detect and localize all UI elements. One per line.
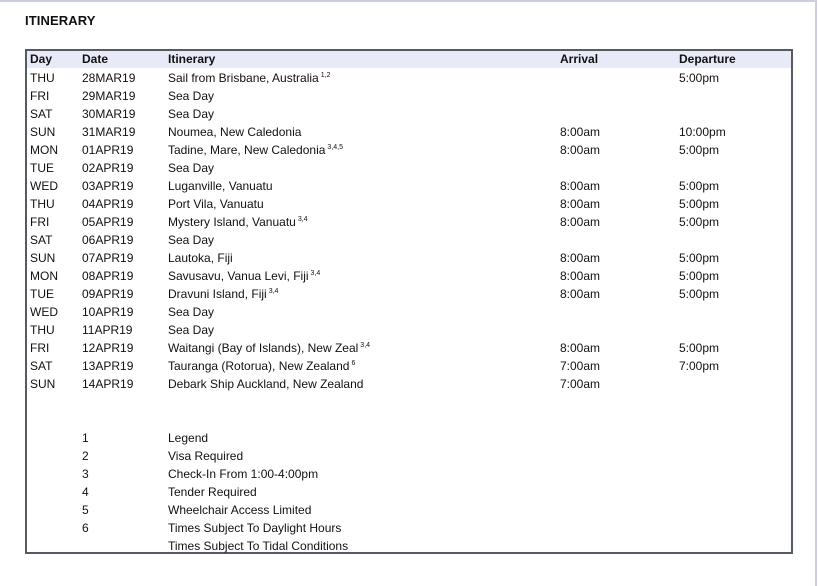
- cell-date: [82, 285, 133, 303]
- cell-departure: [679, 249, 719, 267]
- cell-date-text: 12APR19: [82, 341, 134, 355]
- cell-day: [30, 339, 49, 357]
- cell-itinerary-text: Savusavu, Vanua Levi, Fiji: [168, 269, 309, 283]
- cell-departure: [679, 357, 719, 375]
- table-row: [27, 87, 791, 105]
- cell-departure-text: 5:00pm: [679, 143, 720, 157]
- table-row: [27, 177, 791, 195]
- cell-departure-text: 5:00pm: [679, 341, 720, 355]
- cell-day-text: FRI: [30, 215, 50, 229]
- header-date: Date: [82, 52, 109, 66]
- table-row: [27, 303, 791, 321]
- cell-itinerary: [168, 321, 216, 339]
- footnote-marker: 3,4: [297, 216, 308, 223]
- cell-day-text: MON: [30, 269, 58, 283]
- header-arrival: Arrival: [560, 52, 599, 66]
- cell-itinerary-text: Luganville, Vanuatu: [168, 179, 273, 193]
- cell-date-text: 14APR19: [82, 377, 134, 391]
- cell-itinerary-text: Mystery Island, Vanuatu: [168, 215, 296, 229]
- cell-departure-text: 5:00pm: [679, 179, 720, 193]
- table-row: [27, 213, 791, 231]
- cell-date: [82, 123, 135, 141]
- cell-date-text: 11APR19: [82, 323, 133, 337]
- cell-itinerary: [168, 303, 216, 321]
- cell-itinerary-text: Sea Day: [168, 233, 215, 247]
- legend-label: Legend: [168, 431, 209, 445]
- cell-itinerary-text: Sea Day: [168, 161, 215, 175]
- cell-itinerary: [168, 177, 275, 195]
- cell-itinerary: [168, 339, 370, 357]
- cell-itinerary-text: Port Vila, Vanuatu: [168, 197, 264, 211]
- cell-arrival-text: 8:00am: [560, 341, 601, 355]
- cell-date: [82, 231, 133, 249]
- cell-day: [30, 141, 58, 159]
- table-row: [27, 159, 791, 177]
- cell-departure: [679, 123, 726, 141]
- cell-departure: [679, 267, 719, 285]
- cell-day: [30, 213, 49, 231]
- cell-arrival: [560, 339, 600, 357]
- table-header: [27, 51, 791, 68]
- cell-departure-text: 5:00pm: [679, 71, 720, 85]
- footnote-marker: 1,2: [320, 72, 331, 79]
- cell-departure: [679, 177, 719, 195]
- cell-day: [30, 303, 58, 321]
- cell-itinerary: [168, 231, 216, 249]
- cell-itinerary-text: Noumea, New Caledonia: [168, 125, 302, 139]
- cell-day-text: SAT: [30, 359, 53, 373]
- cell-date: [82, 267, 133, 285]
- table-row: [27, 69, 791, 87]
- cell-itinerary: [168, 267, 320, 285]
- cell-day: [30, 177, 58, 195]
- cell-day: [30, 285, 54, 303]
- page-title: ITINERARY: [25, 13, 96, 28]
- cell-itinerary-text: Sail from Brisbane, Australia: [168, 71, 319, 85]
- table-row: [27, 375, 791, 393]
- cell-date: [82, 303, 133, 321]
- cell-itinerary: [168, 69, 330, 87]
- cell-date-text: 29MAR19: [82, 89, 136, 103]
- table-row: [27, 249, 791, 267]
- cell-day: [30, 195, 55, 213]
- cell-itinerary-text: Sea Day: [168, 323, 215, 337]
- cell-date: [82, 69, 135, 87]
- cell-date-text: 08APR19: [82, 269, 134, 283]
- cell-itinerary: [168, 141, 343, 159]
- cell-itinerary-text: Sea Day: [168, 305, 215, 319]
- cell-itinerary: [168, 87, 216, 105]
- legend-label: Tender Required: [168, 485, 257, 499]
- cell-departure-text: 5:00pm: [679, 215, 720, 229]
- cell-departure-text: 5:00pm: [679, 251, 720, 265]
- cell-arrival: [560, 285, 600, 303]
- cell-day-text: FRI: [30, 89, 50, 103]
- cell-date-text: 30MAR19: [82, 107, 136, 121]
- cell-departure: [679, 69, 719, 87]
- table-row: [27, 357, 791, 375]
- cell-itinerary: [168, 123, 303, 141]
- cell-arrival-text: 8:00am: [560, 143, 601, 157]
- cell-date: [82, 177, 133, 195]
- table-row: [27, 195, 791, 213]
- cell-day-text: FRI: [30, 341, 50, 355]
- legend-number: 5: [82, 503, 89, 517]
- cell-departure: [679, 213, 719, 231]
- cell-date: [82, 375, 133, 393]
- cell-itinerary-text: Lautoka, Fiji: [168, 251, 233, 265]
- cell-departure: [679, 285, 719, 303]
- cell-day-text: THU: [30, 197, 55, 211]
- cell-arrival: [560, 213, 600, 231]
- cell-itinerary: [168, 213, 308, 231]
- cell-itinerary-text: Sea Day: [168, 89, 215, 103]
- cell-date-text: 02APR19: [82, 161, 134, 175]
- cell-date-text: 05APR19: [82, 215, 134, 229]
- cell-date-text: 09APR19: [82, 287, 134, 301]
- cell-arrival: [560, 267, 600, 285]
- cell-arrival: [560, 195, 600, 213]
- cell-day-text: WED: [30, 179, 58, 193]
- footnote-marker: 3,4: [310, 270, 321, 277]
- cell-day: [30, 375, 55, 393]
- itinerary-table: [25, 49, 793, 554]
- header-itinerary: Itinerary: [168, 52, 216, 66]
- table-row: [27, 267, 791, 285]
- cell-arrival-text: 8:00am: [560, 287, 601, 301]
- table-row: [27, 321, 791, 339]
- header-day: Day: [30, 52, 53, 66]
- cell-arrival-text: 8:00am: [560, 197, 601, 211]
- cell-date: [82, 213, 133, 231]
- cell-day: [30, 249, 55, 267]
- table-row: [27, 339, 791, 357]
- cell-date: [82, 339, 133, 357]
- cell-itinerary-text: Tadine, Mare, New Caledonia: [168, 143, 326, 157]
- cell-day: [30, 123, 55, 141]
- cell-arrival: [560, 123, 600, 141]
- legend-number: 3: [82, 467, 89, 481]
- cell-date-text: 31MAR19: [82, 125, 136, 139]
- table-row: [27, 105, 791, 123]
- cell-day: [30, 105, 52, 123]
- cell-itinerary: [168, 195, 266, 213]
- table-row: [27, 231, 791, 249]
- cell-day-text: THU: [30, 323, 55, 337]
- cell-itinerary: [168, 357, 355, 375]
- legend-label: Wheelchair Access Limited: [168, 503, 312, 517]
- cell-day: [30, 357, 52, 375]
- cell-date: [82, 159, 133, 177]
- cell-day-text: THU: [30, 71, 55, 85]
- legend-number: 2: [82, 449, 89, 463]
- legend-label: Visa Required: [168, 449, 244, 463]
- table-row: [27, 141, 791, 159]
- cell-date: [82, 105, 135, 123]
- cell-date-text: 04APR19: [82, 197, 134, 211]
- legend-label: Check-In From 1:00-4:00pm: [168, 467, 319, 481]
- cell-itinerary-text: Waitangi (Bay of Islands), New Zeal: [168, 341, 359, 355]
- cell-date: [82, 87, 135, 105]
- cell-date-text: 03APR19: [82, 179, 134, 193]
- legend-number: 4: [82, 485, 89, 499]
- cell-departure: [679, 195, 719, 213]
- cell-itinerary-text: Tauranga (Rotorua), New Zealand: [168, 359, 350, 373]
- table-row: [27, 123, 791, 141]
- cell-date: [82, 357, 133, 375]
- cell-itinerary-text: Dravuni Island, Fiji: [168, 287, 267, 301]
- cell-itinerary: [168, 249, 235, 267]
- cell-departure-text: 5:00pm: [679, 269, 720, 283]
- cell-arrival: [560, 357, 600, 375]
- legend-number: 6: [82, 521, 89, 535]
- cell-departure-text: 5:00pm: [679, 287, 720, 301]
- cell-arrival-text: 7:00am: [560, 377, 601, 391]
- cell-itinerary-text: Sea Day: [168, 107, 215, 121]
- cell-date-text: 10APR19: [82, 305, 134, 319]
- cell-date: [82, 141, 133, 159]
- cell-arrival: [560, 375, 600, 393]
- cell-day-text: WED: [30, 305, 58, 319]
- cell-day-text: MON: [30, 143, 58, 157]
- cell-date: [82, 195, 133, 213]
- cell-itinerary: [168, 285, 278, 303]
- cell-day-text: TUE: [30, 287, 54, 301]
- cell-itinerary: [168, 105, 216, 123]
- cell-arrival-text: 8:00am: [560, 251, 601, 265]
- cell-itinerary: [168, 159, 216, 177]
- cell-day-text: SAT: [30, 107, 53, 121]
- footnote-marker: 3,4: [360, 342, 371, 349]
- cell-departure-text: 5:00pm: [679, 197, 720, 211]
- cell-day: [30, 69, 55, 87]
- cell-day: [30, 231, 52, 249]
- cell-day-text: SAT: [30, 233, 53, 247]
- cell-date-text: 28MAR19: [82, 71, 136, 85]
- cell-day-text: SUN: [30, 251, 56, 265]
- cell-departure-text: 10:00pm: [679, 125, 726, 139]
- cell-day-text: SUN: [30, 377, 56, 391]
- footnote-marker: 3,4: [268, 288, 279, 295]
- cell-itinerary: [168, 375, 365, 393]
- cell-arrival-text: 8:00am: [560, 125, 601, 139]
- cell-arrival-text: 8:00am: [560, 179, 601, 193]
- cell-arrival-text: 8:00am: [560, 269, 601, 283]
- cell-arrival: [560, 249, 600, 267]
- header-departure: Departure: [679, 52, 736, 66]
- table-row: [27, 285, 791, 303]
- cell-day: [30, 267, 58, 285]
- cell-date: [82, 249, 133, 267]
- cell-date-text: 07APR19: [82, 251, 134, 265]
- cell-day: [30, 321, 55, 339]
- cell-departure: [679, 339, 719, 357]
- cell-arrival: [560, 177, 600, 195]
- cell-departure-text: 7:00pm: [679, 359, 720, 373]
- footnote-marker: 3,4,5: [327, 144, 343, 151]
- cell-day: [30, 159, 54, 177]
- cell-departure: [679, 141, 719, 159]
- legend-label: Times Subject To Daylight Hours: [168, 521, 342, 535]
- cell-arrival: [560, 141, 600, 159]
- cell-day-text: SUN: [30, 125, 56, 139]
- cell-arrival-text: 8:00am: [560, 215, 601, 229]
- cell-itinerary-text: Debark Ship Auckland, New Zealand: [168, 377, 364, 391]
- cell-date-text: 13APR19: [82, 359, 134, 373]
- cell-day-text: TUE: [30, 161, 54, 175]
- cell-arrival-text: 7:00am: [560, 359, 601, 373]
- footnote-marker: 6: [351, 360, 356, 367]
- legend-number: 1: [82, 431, 89, 445]
- cell-day: [30, 87, 49, 105]
- cell-date-text: 06APR19: [82, 233, 134, 247]
- legend-label: Times Subject To Tidal Conditions: [168, 539, 349, 553]
- cell-date-text: 01APR19: [82, 143, 134, 157]
- cell-date: [82, 321, 132, 339]
